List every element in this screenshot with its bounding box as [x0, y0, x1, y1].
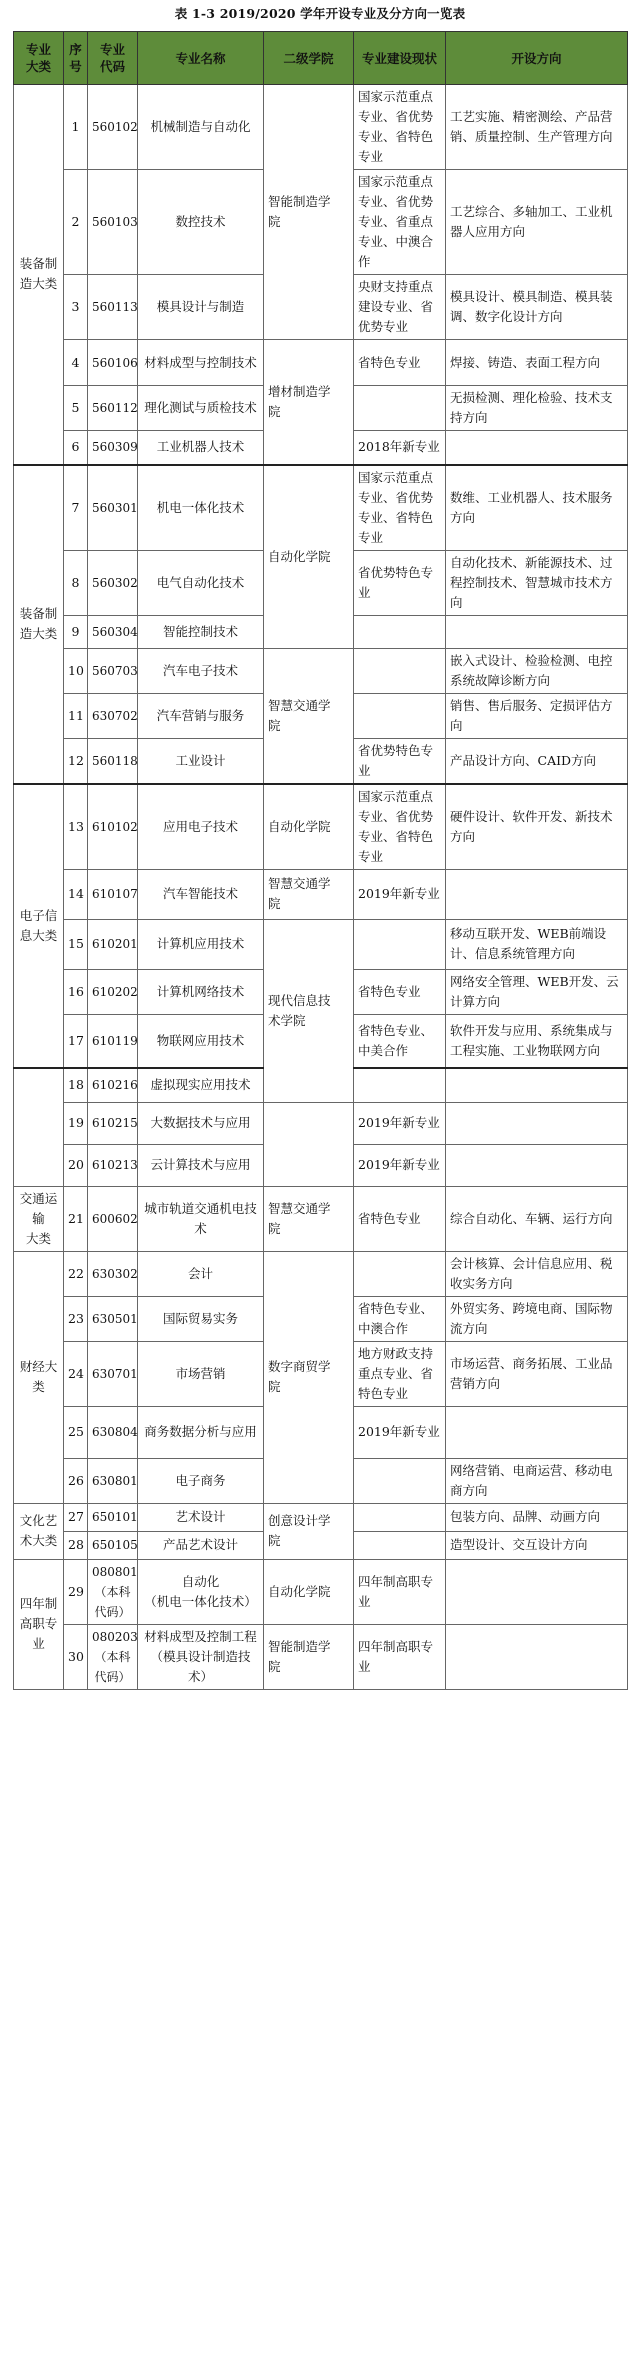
table-row — [14, 340, 628, 386]
major-name: 理化测试与质检技术 — [138, 386, 264, 431]
direction-cell: 综合自动化、车辆、运行方向 — [446, 1186, 628, 1251]
row-number: 10 — [64, 648, 88, 693]
direction-cell: 会计核算、会计信息应用、税收实务方向 — [446, 1251, 628, 1296]
major-code: 600602 — [88, 1186, 138, 1251]
table-row — [14, 784, 628, 870]
direction-cell: 移动互联开发、WEB前端设计、信息系统管理方向 — [446, 919, 628, 969]
direction-cell — [446, 1144, 628, 1186]
direction-cell: 市场运营、商务拓展、工业品营销方向 — [446, 1341, 628, 1406]
status-cell: 2019年新专业 — [354, 1406, 446, 1458]
college-cell — [264, 1102, 354, 1186]
status-cell: 国家示范重点专业、省优势专业、省特色专业 — [354, 465, 446, 551]
direction-cell: 模具设计、模具制造、模具装调、数字化设计方向 — [446, 275, 628, 340]
major-name: 机电一体化技术 — [138, 465, 264, 551]
direction-cell — [446, 1102, 628, 1144]
major-name: 城市轨道交通机电技术 — [138, 1186, 264, 1251]
status-cell: 省优势特色专业 — [354, 550, 446, 615]
major-code: 560112 — [88, 386, 138, 431]
major-name: 物联网应用技术 — [138, 1014, 264, 1068]
row-number: 18 — [64, 1068, 88, 1102]
row-number: 12 — [64, 738, 88, 784]
category-cell: 装备制 造大类 — [14, 465, 64, 784]
college-cell: 自动化学院 — [264, 465, 354, 649]
status-cell: 四年制高职专业 — [354, 1624, 446, 1689]
college-cell: 数字商贸学 院 — [264, 1251, 354, 1503]
table-caption: 表 1-3 2019/2020 学年开设专业及分方向一览表 — [174, 6, 466, 21]
major-code: 630801 — [88, 1458, 138, 1503]
major-name: 大数据技术与应用 — [138, 1102, 264, 1144]
college-cell: 智慧交通学 院 — [264, 1186, 354, 1251]
status-cell: 地方财政支持重点专业、省特色专业 — [354, 1341, 446, 1406]
majors-table — [13, 31, 628, 1690]
college-cell: 智能制造学 院 — [264, 1624, 354, 1689]
category-cell: 电子信 息大类 — [14, 784, 64, 1069]
status-cell — [354, 615, 446, 648]
category-cell: 财经大 类 — [14, 1251, 64, 1503]
major-name: 电子商务 — [138, 1458, 264, 1503]
row-number: 7 — [64, 465, 88, 551]
table-row — [14, 465, 628, 551]
college-cell: 增材制造学 院 — [264, 340, 354, 465]
major-name: 计算机应用技术 — [138, 919, 264, 969]
major-name: 云计算技术与应用 — [138, 1144, 264, 1186]
major-code: 610213 — [88, 1144, 138, 1186]
direction-cell: 硬件设计、软件开发、新技术方向 — [446, 784, 628, 870]
table-row — [14, 1186, 628, 1251]
college-cell: 现代信息技 术学院 — [264, 919, 354, 1102]
college-cell: 自动化学院 — [264, 784, 354, 870]
major-code: 560103 — [88, 170, 138, 275]
status-cell: 2019年新专业 — [354, 1102, 446, 1144]
row-number: 16 — [64, 969, 88, 1014]
direction-cell: 外贸实务、跨境电商、国际物流方向 — [446, 1296, 628, 1341]
direction-cell: 自动化技术、新能源技术、过程控制技术、智慧城市技术方向 — [446, 550, 628, 615]
direction-cell — [446, 615, 628, 648]
status-cell — [354, 693, 446, 738]
major-code: 610102 — [88, 784, 138, 870]
direction-cell: 销售、售后服务、定损评估方向 — [446, 693, 628, 738]
direction-cell: 工艺实施、精密测绘、产品营销、质量控制、生产管理方向 — [446, 85, 628, 170]
row-number: 11 — [64, 693, 88, 738]
row-number: 19 — [64, 1102, 88, 1144]
status-cell: 央财支持重点建设专业、省优势专业 — [354, 275, 446, 340]
direction-cell — [446, 869, 628, 919]
status-cell — [354, 1068, 446, 1102]
major-code: 630702 — [88, 693, 138, 738]
major-name: 汽车营销与服务 — [138, 693, 264, 738]
major-name: 智能控制技术 — [138, 615, 264, 648]
table-row — [14, 919, 628, 969]
status-cell — [354, 1503, 446, 1531]
major-name: 市场营销 — [138, 1341, 264, 1406]
status-cell: 省优势特色专业 — [354, 738, 446, 784]
major-code: 560304 — [88, 615, 138, 648]
major-code: 560113 — [88, 275, 138, 340]
table-row — [14, 85, 628, 170]
major-code: 610202 — [88, 969, 138, 1014]
status-cell: 省特色专业 — [354, 340, 446, 386]
major-name: 虚拟现实应用技术 — [138, 1068, 264, 1102]
row-number: 30 — [64, 1624, 88, 1689]
direction-cell: 工艺综合、多轴加工、工业机器人应用方向 — [446, 170, 628, 275]
major-name: 数控技术 — [138, 170, 264, 275]
header-row — [14, 32, 628, 85]
row-number: 9 — [64, 615, 88, 648]
major-code: 560301 — [88, 465, 138, 551]
major-name: 应用电子技术 — [138, 784, 264, 870]
row-number: 13 — [64, 784, 88, 870]
major-name: 产品艺术设计 — [138, 1531, 264, 1559]
table-row — [14, 1559, 628, 1624]
direction-cell: 造型设计、交互设计方向 — [446, 1531, 628, 1559]
major-code: 650105 — [88, 1531, 138, 1559]
row-number: 27 — [64, 1503, 88, 1531]
major-code: 560102 — [88, 85, 138, 170]
major-name: 材料成型与控制技术 — [138, 340, 264, 386]
major-code: 630302 — [88, 1251, 138, 1296]
category-cell: 四年制 高职专业 — [14, 1559, 64, 1689]
direction-cell: 软件开发与应用、系统集成与工程实施、工业物联网方向 — [446, 1014, 628, 1068]
college-cell: 智慧交通学 院 — [264, 869, 354, 919]
status-cell: 国家示范重点专业、省优势专业、省特色专业 — [354, 784, 446, 870]
status-cell: 省特色专业 — [354, 1186, 446, 1251]
table-row — [14, 648, 628, 693]
status-cell: 省特色专业、中澳合作 — [354, 1296, 446, 1341]
header-category: 专业 大类 — [14, 32, 64, 85]
row-number: 24 — [64, 1341, 88, 1406]
status-cell — [354, 648, 446, 693]
status-cell: 四年制高职专业 — [354, 1559, 446, 1624]
category-cell: 文化艺 术大类 — [14, 1503, 64, 1559]
major-code: 650101 — [88, 1503, 138, 1531]
major-name: 工业设计 — [138, 738, 264, 784]
status-cell — [354, 1251, 446, 1296]
header-name: 专业名称 — [138, 32, 264, 85]
row-number: 6 — [64, 431, 88, 465]
major-name: 工业机器人技术 — [138, 431, 264, 465]
major-code: 080801 （本科代码） — [88, 1559, 138, 1624]
major-name: 机械制造与自动化 — [138, 85, 264, 170]
college-cell: 智慧交通学 院 — [264, 648, 354, 784]
row-number: 26 — [64, 1458, 88, 1503]
row-number: 14 — [64, 869, 88, 919]
status-cell: 2019年新专业 — [354, 1144, 446, 1186]
college-cell: 创意设计学 院 — [264, 1503, 354, 1559]
major-code: 630501 — [88, 1296, 138, 1341]
direction-cell: 网络营销、电商运营、移动电商方向 — [446, 1458, 628, 1503]
major-name: 汽车电子技术 — [138, 648, 264, 693]
direction-cell: 无损检测、理化检验、技术支持方向 — [446, 386, 628, 431]
major-name: 会计 — [138, 1251, 264, 1296]
major-code: 560118 — [88, 738, 138, 784]
row-number: 2 — [64, 170, 88, 275]
major-code: 560703 — [88, 648, 138, 693]
header-code: 专业 代码 — [88, 32, 138, 85]
row-number: 23 — [64, 1296, 88, 1341]
major-name: 材料成型及控制工程 （模具设计制造技术） — [138, 1624, 264, 1689]
row-number: 4 — [64, 340, 88, 386]
category-cell: 装备制 造大类 — [14, 85, 64, 465]
row-number: 20 — [64, 1144, 88, 1186]
row-number: 5 — [64, 386, 88, 431]
direction-cell: 焊接、铸造、表面工程方向 — [446, 340, 628, 386]
header-college: 二级学院 — [264, 32, 354, 85]
major-code: 560302 — [88, 550, 138, 615]
status-cell — [354, 919, 446, 969]
status-cell: 2019年新专业 — [354, 869, 446, 919]
major-name: 汽车智能技术 — [138, 869, 264, 919]
header-status: 专业建设现状 — [354, 32, 446, 85]
direction-cell — [446, 1068, 628, 1102]
direction-cell: 数维、工业机器人、技术服务方向 — [446, 465, 628, 551]
major-name: 商务数据分析与应用 — [138, 1406, 264, 1458]
major-code: 630701 — [88, 1341, 138, 1406]
major-code: 610216 — [88, 1068, 138, 1102]
table-row — [14, 869, 628, 919]
major-name: 模具设计与制造 — [138, 275, 264, 340]
category-cell: 交通运输 大类 — [14, 1186, 64, 1251]
table-row — [14, 1102, 628, 1144]
table-row — [14, 1503, 628, 1531]
row-number: 8 — [64, 550, 88, 615]
major-name: 艺术设计 — [138, 1503, 264, 1531]
row-number: 1 — [64, 85, 88, 170]
direction-cell — [446, 431, 628, 465]
major-code: 610201 — [88, 919, 138, 969]
major-code: 560106 — [88, 340, 138, 386]
status-cell: 省特色专业 — [354, 969, 446, 1014]
status-cell: 国家示范重点专业、省优势专业、省重点专业、中澳合作 — [354, 170, 446, 275]
major-name: 国际贸易实务 — [138, 1296, 264, 1341]
major-code: 630804 — [88, 1406, 138, 1458]
direction-cell — [446, 1624, 628, 1689]
direction-cell: 网络安全管理、WEB开发、云计算方向 — [446, 969, 628, 1014]
row-number: 21 — [64, 1186, 88, 1251]
table-row — [14, 1624, 628, 1689]
status-cell: 2018年新专业 — [354, 431, 446, 465]
status-cell — [354, 1531, 446, 1559]
row-number: 28 — [64, 1531, 88, 1559]
major-code: 610119 — [88, 1014, 138, 1068]
direction-cell — [446, 1559, 628, 1624]
college-cell: 自动化学院 — [264, 1559, 354, 1624]
direction-cell: 包装方向、品牌、动画方向 — [446, 1503, 628, 1531]
table-row — [14, 1251, 628, 1296]
major-name: 自动化 （机电一体化技术） — [138, 1559, 264, 1624]
direction-cell — [446, 1406, 628, 1458]
major-name: 电气自动化技术 — [138, 550, 264, 615]
row-number: 29 — [64, 1559, 88, 1624]
direction-cell: 产品设计方向、CAID方向 — [446, 738, 628, 784]
status-cell — [354, 1458, 446, 1503]
row-number: 25 — [64, 1406, 88, 1458]
major-code: 560309 — [88, 431, 138, 465]
row-number: 15 — [64, 919, 88, 969]
major-code: 610107 — [88, 869, 138, 919]
status-cell — [354, 386, 446, 431]
status-cell: 国家示范重点专业、省优势专业、省特色专业 — [354, 85, 446, 170]
major-name: 计算机网络技术 — [138, 969, 264, 1014]
category-cell — [14, 1068, 64, 1186]
row-number: 22 — [64, 1251, 88, 1296]
header-number: 序 号 — [64, 32, 88, 85]
header-direction: 开设方向 — [446, 32, 628, 85]
status-cell: 省特色专业、中美合作 — [354, 1014, 446, 1068]
direction-cell: 嵌入式设计、检验检测、电控系统故障诊断方向 — [446, 648, 628, 693]
row-number: 3 — [64, 275, 88, 340]
row-number: 17 — [64, 1014, 88, 1068]
major-code: 610215 — [88, 1102, 138, 1144]
college-cell: 智能制造学 院 — [264, 85, 354, 340]
major-code: 080203 （本科代码） — [88, 1624, 138, 1689]
